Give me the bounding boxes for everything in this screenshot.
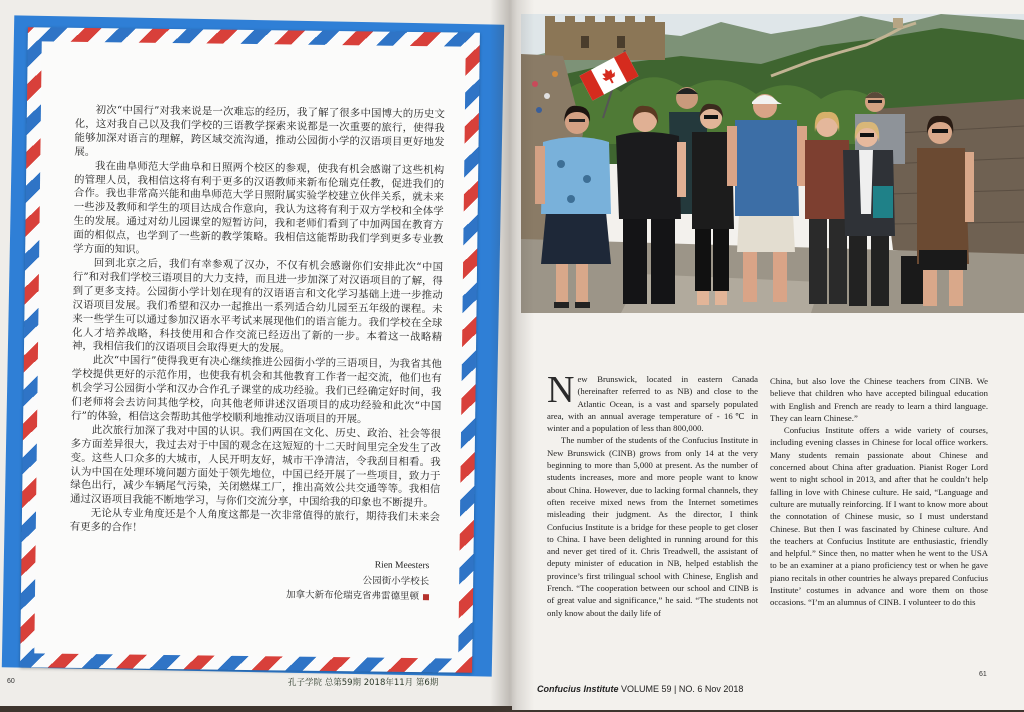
letter-paragraph: 我在曲阜师范大学曲阜和日照两个校区的参观，使我有机会感谢了这些机构的管理人员，我相信这将有利于更多的汉语教师来新布伦瑞克任教，促进我们的合作。我也非常高兴能和曲阜师范大学日照附属实验学校建立伙伴关系，就未来一些涉及教师和学生的项目达成合作意向，我认为这将有利于双方学校和全体学生的发展。通过对幼儿园课堂的短暂访问，我和老师们看到了中加两国在教育方面的相似点，也学到了一些新的教学策略。我相信这能帮助我们学到更多专业教学方面的知识。 [73,159,445,256]
person-shoe [575,302,590,308]
page-number-right: 61 [979,671,987,678]
background-tourist [552,71,558,77]
left-page [0,0,512,706]
article-column-1 [547,369,758,619]
shirt-pattern [557,160,565,168]
person-leg [773,252,787,302]
distant-watchtower [893,18,903,28]
watchtower-crenel [585,16,595,24]
person-pants [829,219,847,304]
person-torso [541,137,611,214]
person-sunglasses [704,115,718,119]
signature-block [286,557,430,604]
letter-paragraph: 此次旅行加深了我对中国的认识。我们两国在文化、历史、政治、社会等很多方面差异很大，我过去对于中国的观念在这短短的十二天时间里完全发生了改变。这些人口众多的大城市，人民开明友好，城市干净清洁，令我刮目相看。我认为中国在处理环境问题方面处于领先地位，中国已经开展了一些项目，致力于绿色出行，减少车辆尾气污染，关闭燃煤工厂，推出高效公共交通等等。我相信通过汉语项目我能不断地学习，与你们交流分享，中国给我的印象也不断提升。 [70,423,442,510]
watchtower-crenel [645,16,655,24]
drop-cap: N [547,369,575,411]
person-dress [917,148,969,264]
issue-info: VOLUME 59 | NO. 6 Nov 2018 [621,684,744,694]
person-pants [871,236,889,306]
person-torso [616,132,681,219]
person-sunglasses [860,133,874,137]
watchtower-crenel [625,16,635,24]
person-glasses [569,119,585,122]
article-paragraph: The number of the students of the Confucius Institute in New Brunswick (CINB) grows from only 14 at the very beginning to more than 5,000 at present. As the number of students increases, more and more people want to know about China. However, due to lacking formal channels, they often receive mixed news from the Internet sometimes misleading their judgment. As the director, I think Confucius Institute is a bridge for these people to get closer to China. I have been delighted in running around for this and never get tired of it. Chris Treadwell, the assistant of deputy minister of education in NB, helped establish the province’s first trilingual school with Chinese, English and French. “The cooperation between our school and CINB is of great value and significance,” he said. “The students not only know about the daily life of [547,435,758,618]
signature-location: 加拿大新布伦瑞克省弗雷德里顿 [285,589,420,603]
background-tourist [544,93,550,99]
person-leg [697,291,709,305]
person-sunglasses [932,129,948,133]
airmail-letter [20,27,480,672]
article-paragraph: Confucius Institute offers a wide variety of courses, including evening classes in Chinese for local office workers. Many students remain passionate about Chinese and concerned about China after graduation. Pianist Roger Lord went to night school in 2013, and after that he couldn’t help falling in love with Chinese culture. He said, “Language and culture are mutually reinforcing. If I want to know more about the connotation of Chinese music, so I must understand Chinese. But then I was fascinated by Chinese culture. And the teachers at Confucius Institute are enthusiastic, friendly and helpful.” Since then, no matter when he went to the USA to be an examiner at a piano proficiency test or when he gave piano recitals in other countries he always prepared Confucius Institute’ costumes in advance and wore them on those occasions. “I’m an alumnus of CINB. I volunteer to do this [770,425,988,608]
person-leg [743,252,757,302]
person-arm [677,142,686,197]
person-pants [623,219,647,304]
page-number-left: 60 [7,678,15,685]
person-shoe [554,302,569,308]
watchtower-window [581,36,589,48]
article-paragraph: China, but also love the Chinese teachers from CINB. We believe that children who have accepted bilingual education with English and French are ready to learn a third language. They can learn Chinese.” [770,376,988,423]
watchtower-crenel [545,16,555,24]
spine-shadow [490,0,534,712]
article-paragraph [547,369,758,434]
person-skirt [541,212,611,264]
person-glasses [868,100,882,103]
letter-body [70,104,445,540]
person-shorts [919,250,967,270]
watchtower-crenel [605,16,615,24]
person-leg [923,270,937,306]
shirt-pattern [567,195,575,203]
person-leg [576,259,588,304]
teal-backpack [873,186,893,218]
article-paragraph-text: ew Brunswick, located in eastern Canada (hereinafter referred to as NB) and close to the Atlantic Ocean, is a vast and sparsely populated area, with an annual average temperature of - 16℃ in winter and a population of less than 800,000. [547,374,758,434]
person-pants [695,229,711,291]
shirt-pattern [583,175,591,183]
person-pants [809,219,827,304]
group-photo-great-wall [521,14,1024,313]
end-mark [423,594,429,600]
person-leg [715,291,727,305]
letter-paragraph: 无论从专业角度还是个人角度这都是一次非常值得的旅行，期待我们未来会有更多的合作！ [69,507,441,534]
person-pants [651,219,675,304]
letter-paper [34,41,465,658]
watchtower [545,16,665,60]
watchtower-body [545,22,665,60]
person-arm [965,152,974,222]
footer-right [537,684,743,694]
watchtower-window [617,36,625,48]
signature-location-line [286,587,429,604]
signature-name: Rien Meesters [374,560,430,572]
person-shorts [737,214,795,252]
person-torso [735,120,799,216]
signature-title: 公园街小学校长 [362,575,430,588]
person-arm [727,126,737,186]
letter-paragraph: 初次“中国行”对我来说是一次难忘的经历，我了解了很多中国博大的历史文化，这对我自己以及我们学校的三语教学探索来说都是一次重要的旅行，使得我能够加深对语言的理解，跨区域交流沟通，推动公园街小学的汉语项目更好地发展。 [74,104,445,158]
magazine-name: Confucius Institute [537,684,619,694]
letter-paragraph: 回到北京之后，我们有幸参观了汉办，不仅有机会感谢你们安排此次“中国行”和对我们学校三语项目的大力支持，而且进一步加深了对汉语项目的了解，得到了更多支持。公园街小学计划在现有的汉语语言和文化学习基础上进一步推动汉语项目发展。我们希望和汉办一起推出一系列适合幼儿园至五年级的课程。未来一些学生可以通过参加汉语水平考试来展现他们的语言能力。我们学校在全球化人才培养战略，科技使用和合作交流已经迈出了新的一步。本着这一战略精神，我相信我们的汉语项目会取得更大的发展。 [71,257,444,355]
letter-paragraph: 此次“中国行”使得我更有决心继续推进公园街小学的三语项目，为我省其他学校提供更好的示范作用，也使我有机会和其他教育工作者一起交流，他们也有机会学习公园街小学和汉办合作孔子课堂的成功经验。我们已经确定好时间，我们老师将会去访问其他学校，向其他老师讲述汉语项目的成功经验和此次“中国行”的体验，相信这会帮助其他学校顺利地推动汉语项目的开展。 [71,354,442,426]
footer-left: 孔子学院 总第59期 2018年11月 第6期 [288,678,439,688]
background-tourist [536,107,542,113]
person-arm [535,146,545,204]
person-leg [556,259,568,304]
right-page [512,0,1024,710]
person-leg [949,270,963,306]
person-scarf [859,150,873,214]
watchtower-crenel [565,16,575,24]
article-column-2 [770,375,988,609]
person-pants [849,236,867,306]
person-pants [713,229,729,291]
